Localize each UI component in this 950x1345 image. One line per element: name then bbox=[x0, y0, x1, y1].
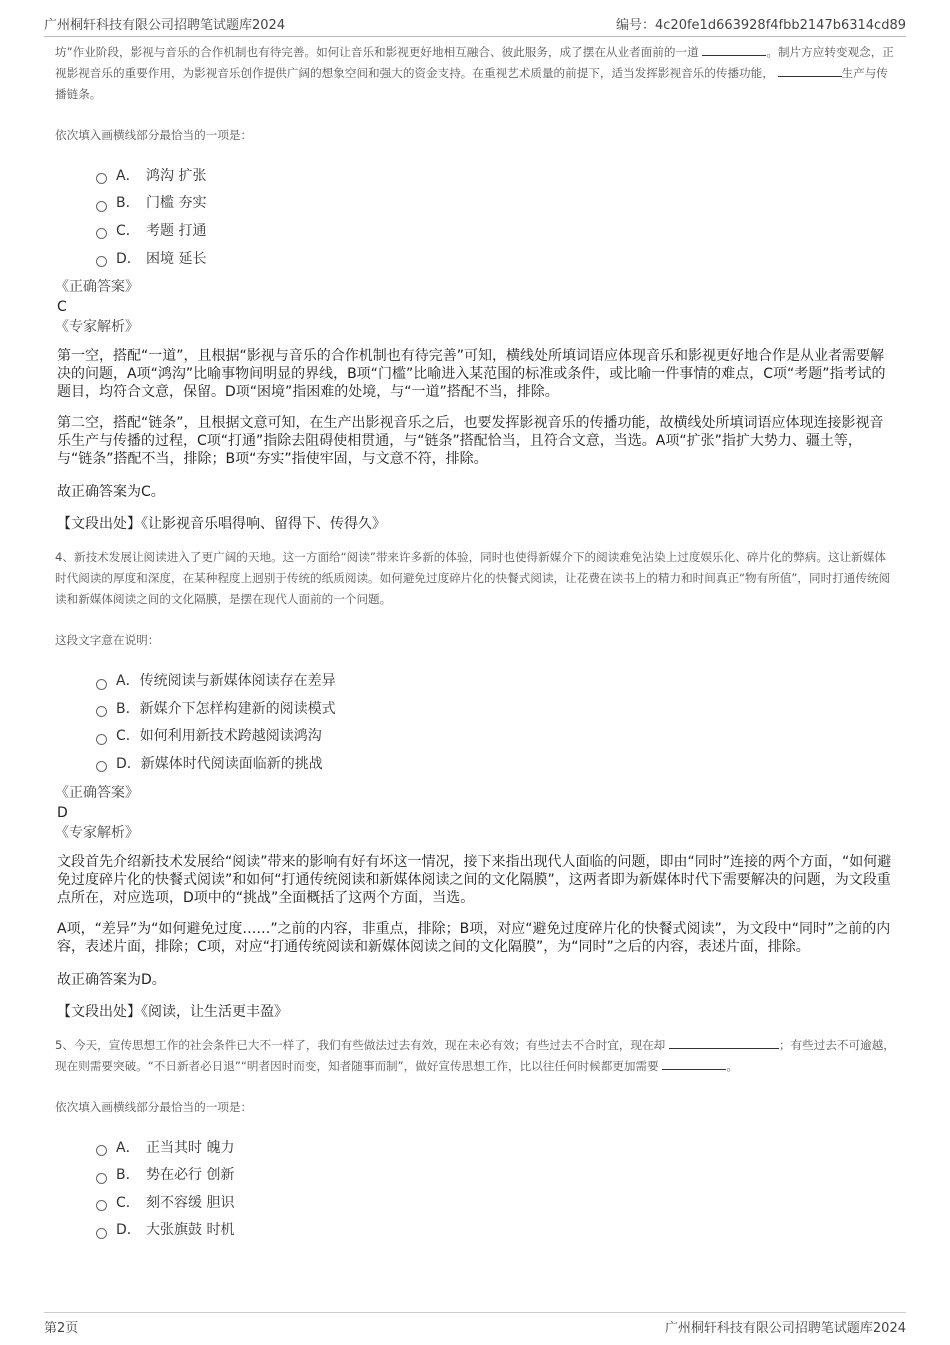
radio-icon[interactable] bbox=[96, 761, 107, 772]
option-c[interactable] bbox=[96, 216, 895, 244]
option-text: 门槛 夯实 bbox=[146, 195, 207, 212]
option-b[interactable] bbox=[96, 1160, 895, 1188]
option-letter: C． bbox=[116, 222, 140, 239]
radio-icon[interactable] bbox=[96, 734, 107, 745]
option-text: 传统阅读与新媒体阅读存在差异 bbox=[139, 673, 336, 690]
conclusion: 故正确答案为D。 bbox=[57, 971, 166, 988]
question-4-options bbox=[96, 666, 895, 776]
option-letter: C． bbox=[116, 728, 140, 745]
fill-blank bbox=[778, 64, 842, 77]
radio-icon[interactable] bbox=[96, 1200, 107, 1211]
option-text: 新媒体时代阅读面临新的挑战 bbox=[140, 755, 323, 772]
question-5 bbox=[55, 1035, 895, 1243]
source-citation: 【文段出处】《阅读，让生活更丰盈》 bbox=[57, 1003, 288, 1020]
answer-label: 《正确答案》 bbox=[55, 279, 139, 296]
analysis-paragraph: A项，“差异”为“如何避免过度……”之前的内容，非重点，排除；B项，对应“避免过度碎片化的快餐式阅读”，为文段中“同时”之前的内容，表述片面，排除；C项，对应“打通传统阅读和新媒体阅读之间的文化隔膜”，为“同时”之后的内容，表述片面，排除。 bbox=[57, 920, 891, 955]
analysis-paragraph: 第一空，搭配“一道”，且根据“影视与音乐的合作机制也有待完善”可知，横线处所填词语应体现音乐和影视更好地合作是从业者需要解决的问题，A项“鸿沟”比喻事物间明显的界线，B项“门槛”比喻进入某范围的标准或条件，或比喻一件事情的难点，C项“考题”指考试的题目，均符合文意，保留。D项“困境”指困难的处境，与“一道”搭配不当，排除。 bbox=[57, 348, 886, 401]
radio-icon[interactable] bbox=[96, 1228, 107, 1239]
option-letter: A． bbox=[116, 167, 140, 184]
passage-text: 生产与传播链条。 bbox=[55, 66, 888, 101]
option-b[interactable] bbox=[96, 189, 895, 217]
fill-blank bbox=[662, 1057, 726, 1070]
page-number: 第2页 bbox=[44, 1321, 79, 1336]
answer-value: D bbox=[57, 804, 68, 821]
option-text: 刻不容缓 胆识 bbox=[146, 1194, 235, 1211]
question-5-passage bbox=[55, 1035, 895, 1077]
option-letter: D． bbox=[116, 1222, 141, 1239]
option-text: 正当其时 魄力 bbox=[146, 1139, 235, 1156]
question-5-prompt: 依次填入画横线部分最恰当的一项是： bbox=[55, 1099, 253, 1114]
option-text: 势在必行 创新 bbox=[146, 1167, 235, 1184]
passage-text: 。制片方应转变观念，正视影视音乐的重要作用，为影视音乐创作提供广阔的想象空间和强大的资金支持。在重视艺术质量的前提下，适当发挥影视音乐的传播功能， bbox=[55, 45, 894, 80]
option-c[interactable] bbox=[96, 1188, 895, 1216]
radio-icon[interactable] bbox=[96, 173, 107, 184]
option-letter: B． bbox=[116, 1167, 140, 1184]
passage-text: ；有些过去不可逾越，现在则需要突破。“不日新者必日退”“明者因时而变，知者随事而制”，做好宣传思想工作，比以往任何时候都更加需要 bbox=[55, 1037, 895, 1073]
header-company: 广州桐轩科技有限公司招聘笔试题库2024 bbox=[44, 18, 286, 33]
header-code bbox=[616, 14, 906, 33]
question-4 bbox=[55, 547, 895, 1020]
page-content bbox=[55, 42, 895, 1243]
option-letter: D． bbox=[116, 250, 141, 267]
passage-text: 。 bbox=[726, 1058, 739, 1073]
option-a[interactable] bbox=[96, 666, 895, 694]
footer-company: 广州桐轩科技有限公司招聘笔试题库2024 bbox=[664, 1321, 906, 1336]
option-letter: B． bbox=[116, 195, 140, 212]
answer-value: C bbox=[57, 299, 67, 316]
radio-icon[interactable] bbox=[96, 228, 107, 239]
source-citation: 【文段出处】《让影视音乐唱得响、留得下、传得久》 bbox=[57, 516, 386, 533]
option-text: 新媒介下怎样构建新的阅读模式 bbox=[139, 700, 336, 717]
radio-icon[interactable] bbox=[96, 201, 107, 212]
option-a[interactable] bbox=[96, 161, 895, 189]
radio-icon[interactable] bbox=[96, 256, 107, 267]
radio-icon[interactable] bbox=[96, 1173, 107, 1184]
option-letter: B． bbox=[116, 700, 140, 717]
option-text: 如何利用新技术跨越阅读鸿沟 bbox=[139, 728, 322, 745]
question-3-prompt: 依次填入画横线部分最恰当的一项是： bbox=[55, 128, 253, 142]
answer-label: 《正确答案》 bbox=[55, 784, 139, 801]
option-d[interactable] bbox=[96, 749, 895, 777]
analysis-label: 《专家解析》 bbox=[55, 319, 139, 336]
question-3-options bbox=[96, 161, 895, 271]
option-letter: A． bbox=[116, 673, 140, 690]
option-letter: D． bbox=[116, 755, 141, 772]
option-c[interactable] bbox=[96, 722, 895, 750]
fill-blank bbox=[702, 43, 766, 56]
analysis-body bbox=[57, 347, 895, 468]
option-text: 困境 延长 bbox=[146, 250, 207, 267]
radio-icon[interactable] bbox=[96, 679, 107, 690]
fill-blank bbox=[669, 1036, 779, 1049]
header-code-label: 编号： bbox=[616, 18, 656, 33]
question-5-options bbox=[96, 1133, 895, 1243]
analysis-paragraph: 第二空，搭配“链条”，且根据文意可知，在生产出影视音乐之后，也要发挥影视音乐的传播功能，故横线处所填词语应体现连接影视音乐生产与传播的过程，C项“打通”指除去阻碍使相贯通，与“链条”搭配恰当，且符合文意，当选。A项“扩张”指扩大势力、疆土等，与“链条”搭配不当，排除；B项“夯实”指使牢固，与文意不符，排除。 bbox=[57, 415, 884, 468]
page-footer bbox=[44, 1312, 906, 1337]
page-header bbox=[44, 10, 906, 37]
question-4-prompt: 这段文字意在说明： bbox=[55, 633, 160, 648]
passage-text: 坊”作业阶段，影视与音乐的合作机制也有待完善。如何让音乐和影视更好地相互融合、彼此服务，成了摆在从业者面前的一道 bbox=[55, 45, 699, 59]
analysis-label: 《专家解析》 bbox=[55, 824, 139, 841]
radio-icon[interactable] bbox=[96, 1145, 107, 1156]
radio-icon[interactable] bbox=[96, 706, 107, 717]
option-a[interactable] bbox=[96, 1133, 895, 1161]
option-letter: C． bbox=[116, 1194, 140, 1211]
analysis-body bbox=[57, 853, 895, 956]
passage-text: 5、今天，宣传思想工作的社会条件已大不一样了，我们有些做法过去有效，现在未必有效；有些过去不合时宜，现在却 bbox=[55, 1037, 666, 1052]
option-text: 考题 打通 bbox=[146, 222, 207, 239]
option-letter: A． bbox=[116, 1139, 140, 1156]
option-d[interactable] bbox=[96, 244, 895, 272]
option-b[interactable] bbox=[96, 694, 895, 722]
question-3-passage bbox=[55, 42, 895, 105]
question-3 bbox=[55, 42, 895, 533]
option-d[interactable] bbox=[96, 1216, 895, 1244]
option-text: 大张旗鼓 时机 bbox=[146, 1222, 235, 1239]
analysis-paragraph: 文段首先介绍新技术发展给“阅读”带来的影响有好有坏这一情况，接下来指出现代人面临的问题，即由“同时”连接的两个方面，“如何避免过度碎片化的快餐式阅读”和如何“打通传统阅读和新媒体阅读之间的文化隔膜”，这两者即为新媒体时代下需要解决的问题，为文段重点所在，对应选项，D项中的“挑战”全面概括了这两个方面，当选。 bbox=[57, 853, 892, 906]
header-code-value: 4c20fe1d663928f4fbb2147b6314cd89 bbox=[655, 18, 906, 33]
conclusion: 故正确答案为C。 bbox=[57, 484, 165, 501]
option-text: 鸿沟 扩张 bbox=[146, 167, 207, 184]
question-4-passage: 4、新技术发展让阅读进入了更广阔的天地。这一方面给“阅读”带来许多新的体验，同时也使得新媒介下的阅读难免沾染上过度娱乐化、碎片化的弊病。这让新媒体时代阅读的厚度和深度，在某种程度上迥别于传统的纸质阅读。如何避免过度碎片化的快餐式阅读，让花费在读书上的精力和时间真正“物有所值”，同时打通传统阅读和新媒体阅读之间的文化隔膜，是摆在现代人面前的一个问题。 bbox=[55, 550, 891, 607]
